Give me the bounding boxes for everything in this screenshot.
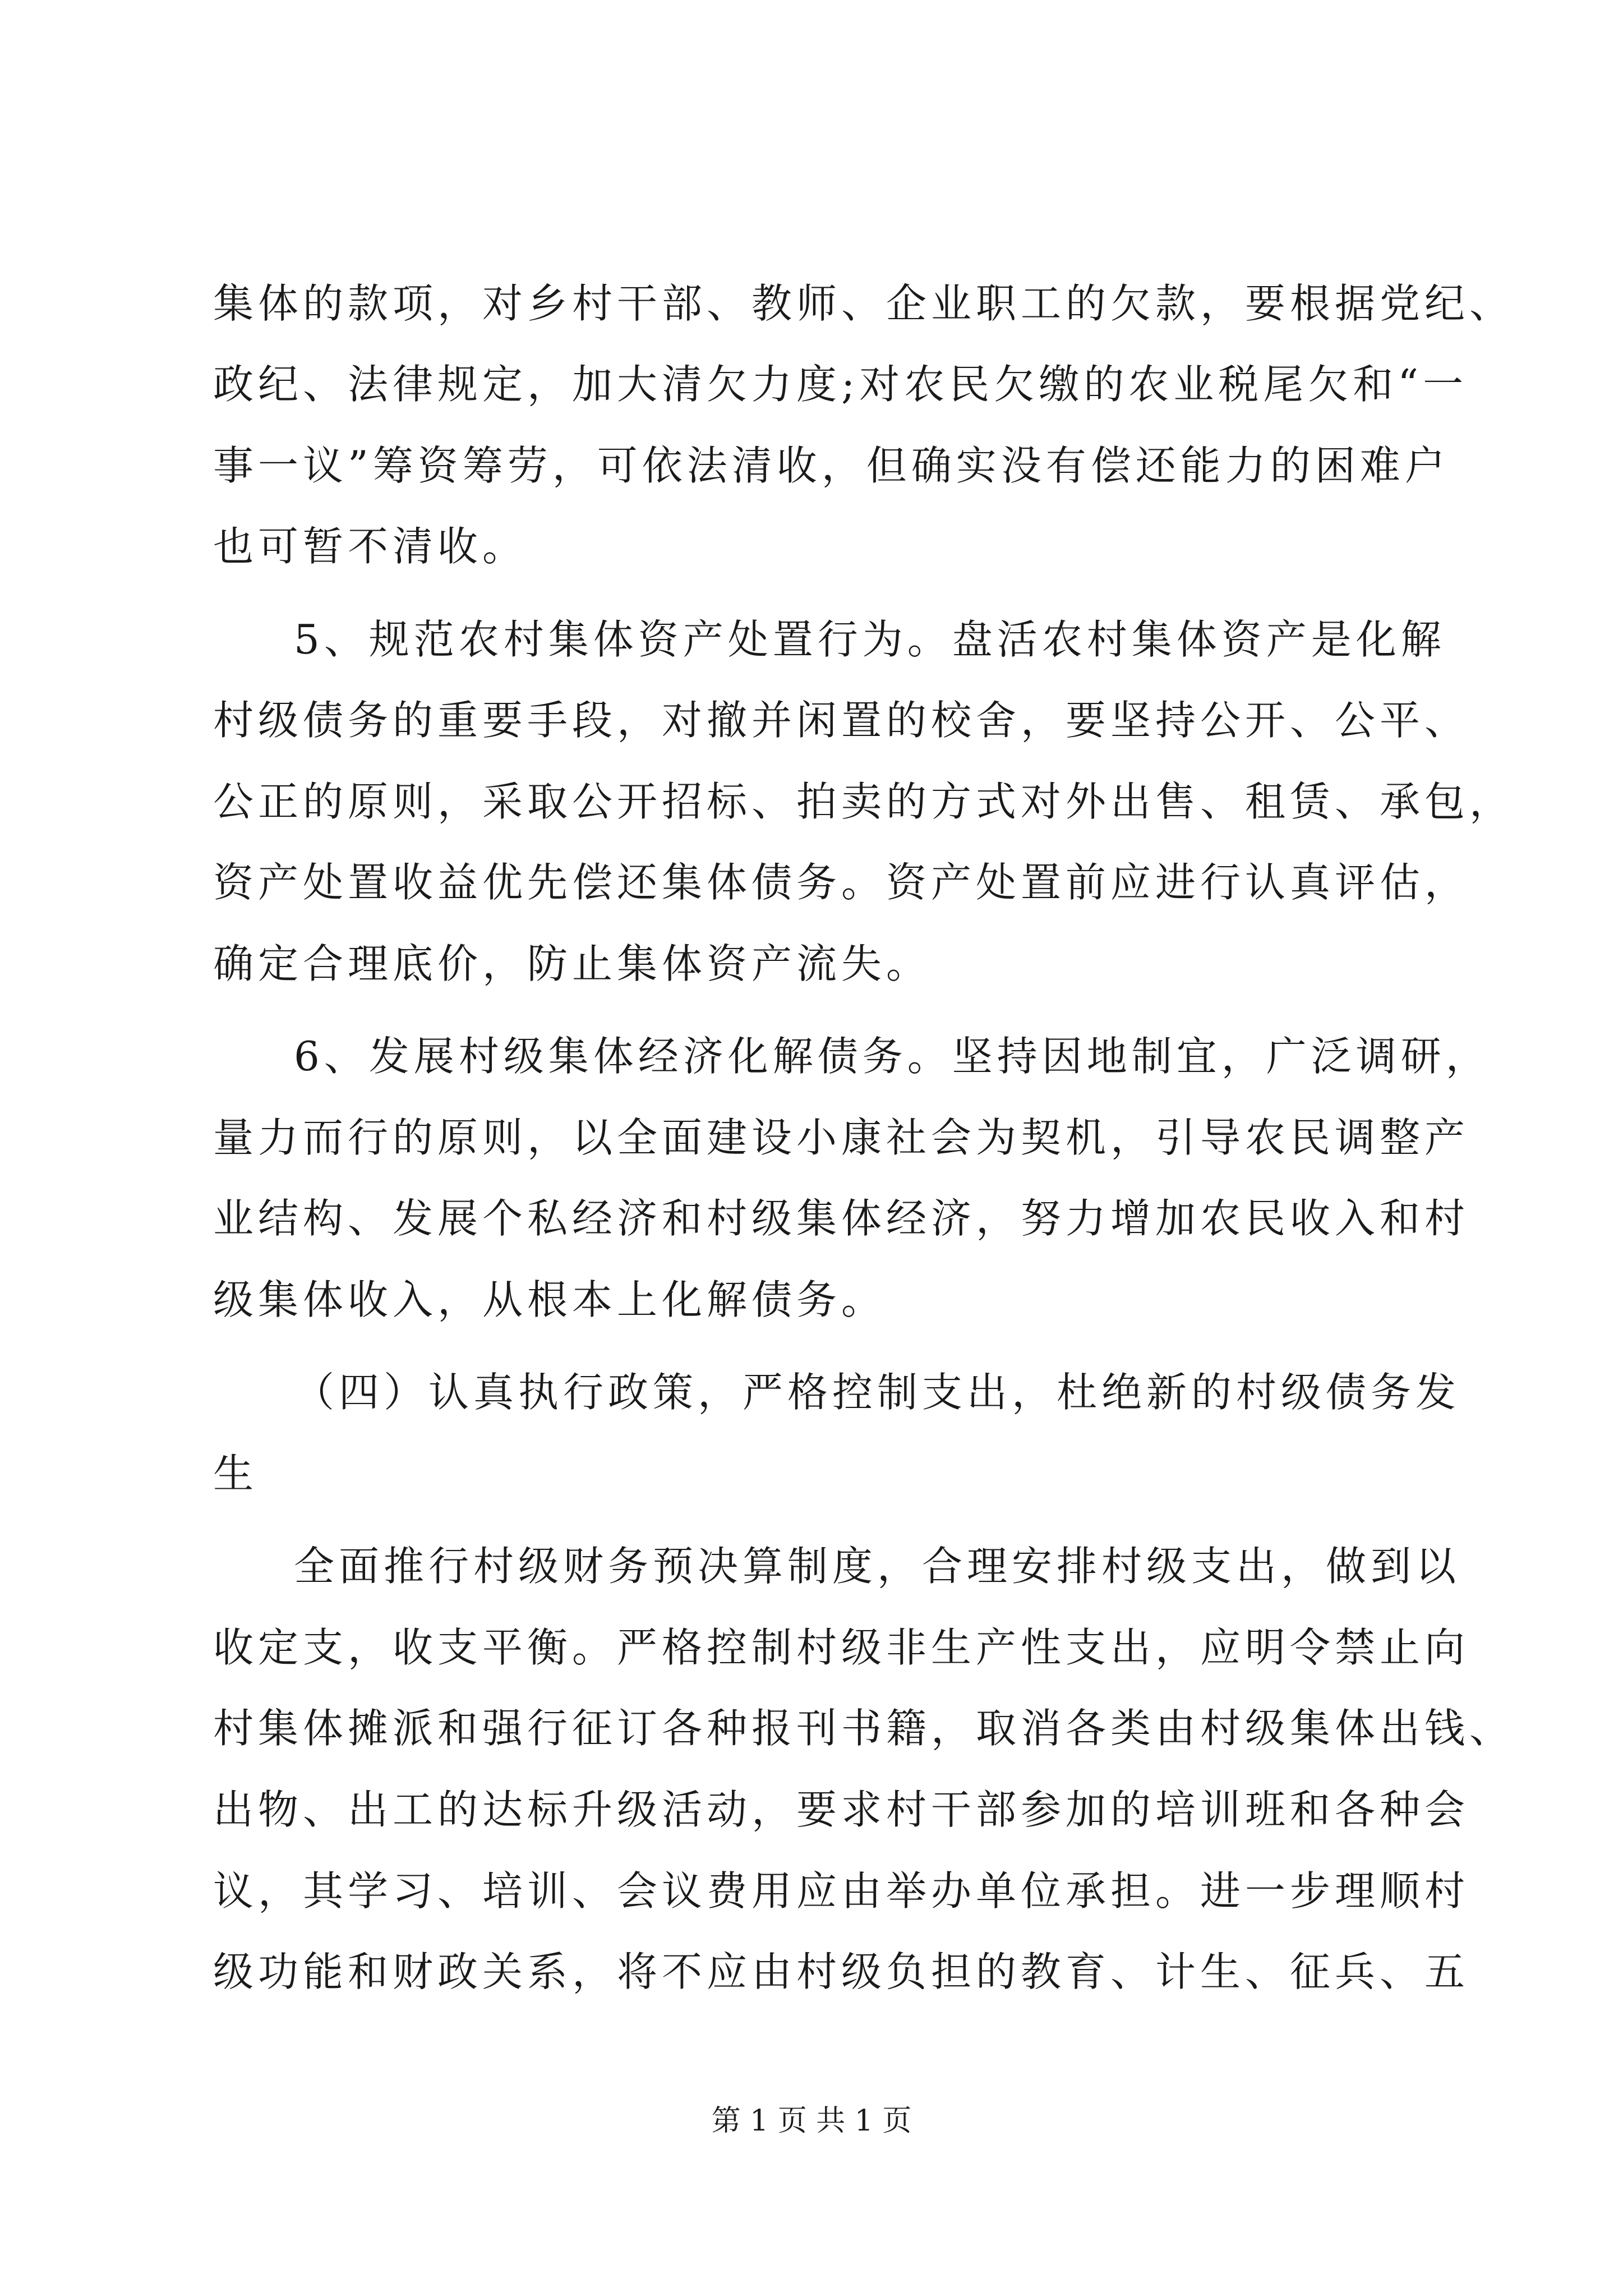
text-line: 也可暂不清收。 bbox=[213, 523, 528, 570]
text-line: 集体的款项，对乡村干部、教师、企业职工的欠款，要根据党纪、 bbox=[213, 280, 1515, 327]
text-line: 议，其学习、培训、会议费用应由举办单位承担。进一步理顺村 bbox=[213, 1867, 1470, 1915]
text-line: 事一议”筹资筹劳，可依法清收，但确实没有偿还能力的困难户 bbox=[213, 442, 1450, 489]
text-line: 政纪、法律规定，加大清欠力度;对农民欠缴的农业税尾欠和“一 bbox=[213, 361, 1468, 408]
page-footer: 第 1 页 共 1 页 bbox=[711, 2104, 912, 2138]
paragraph-6-first-line: 6、发展村级集体经济化解债务。坚持因地制宜，广泛调研， bbox=[294, 1033, 1491, 1080]
text-line: 级功能和财政关系，将不应由村级负担的教育、计生、征兵、五 bbox=[213, 1948, 1470, 1995]
text-line: 确定合理底价，防止集体资产流失。 bbox=[213, 940, 932, 987]
text-line: 资产处置收益优先偿还集体债务。资产处置前应进行认真评估， bbox=[213, 859, 1470, 906]
section-heading-4-continued: 生 bbox=[213, 1450, 259, 1497]
text-line: 收定支，收支平衡。严格控制村级非生产性支出，应明令禁止向 bbox=[213, 1624, 1470, 1671]
section-heading-4: （四）认真执行政策，严格控制支出，杜绝新的村级债务发 bbox=[294, 1369, 1461, 1416]
text-line: 村集体摊派和强行征订各种报刊书籍，取消各类由村级集体出钱、 bbox=[213, 1705, 1515, 1752]
text-line: 量力而行的原则，以全面建设小康社会为契机，引导农民调整产 bbox=[213, 1114, 1470, 1161]
text-line: 村级债务的重要手段，对撤并闲置的校舍，要坚持公开、公平、 bbox=[213, 697, 1470, 744]
text-line: 出物、出工的达标升级活动，要求村干部参加的培训班和各种会 bbox=[213, 1786, 1470, 1833]
paragraph-first-line: 全面推行村级财务预决算制度，合理安排村级支出，做到以 bbox=[294, 1543, 1461, 1590]
text-line: 公正的原则，采取公开招标、拍卖的方式对外出售、租赁、承包， bbox=[213, 778, 1515, 825]
text-line: 级集体收入，从根本上化解债务。 bbox=[213, 1276, 887, 1323]
paragraph-5-first-line: 5、规范农村集体资产处置行为。盘活农村集体资产是化解 bbox=[294, 616, 1446, 663]
text-line: 业结构、发展个私经济和村级集体经济，努力增加农民收入和村 bbox=[213, 1195, 1470, 1242]
